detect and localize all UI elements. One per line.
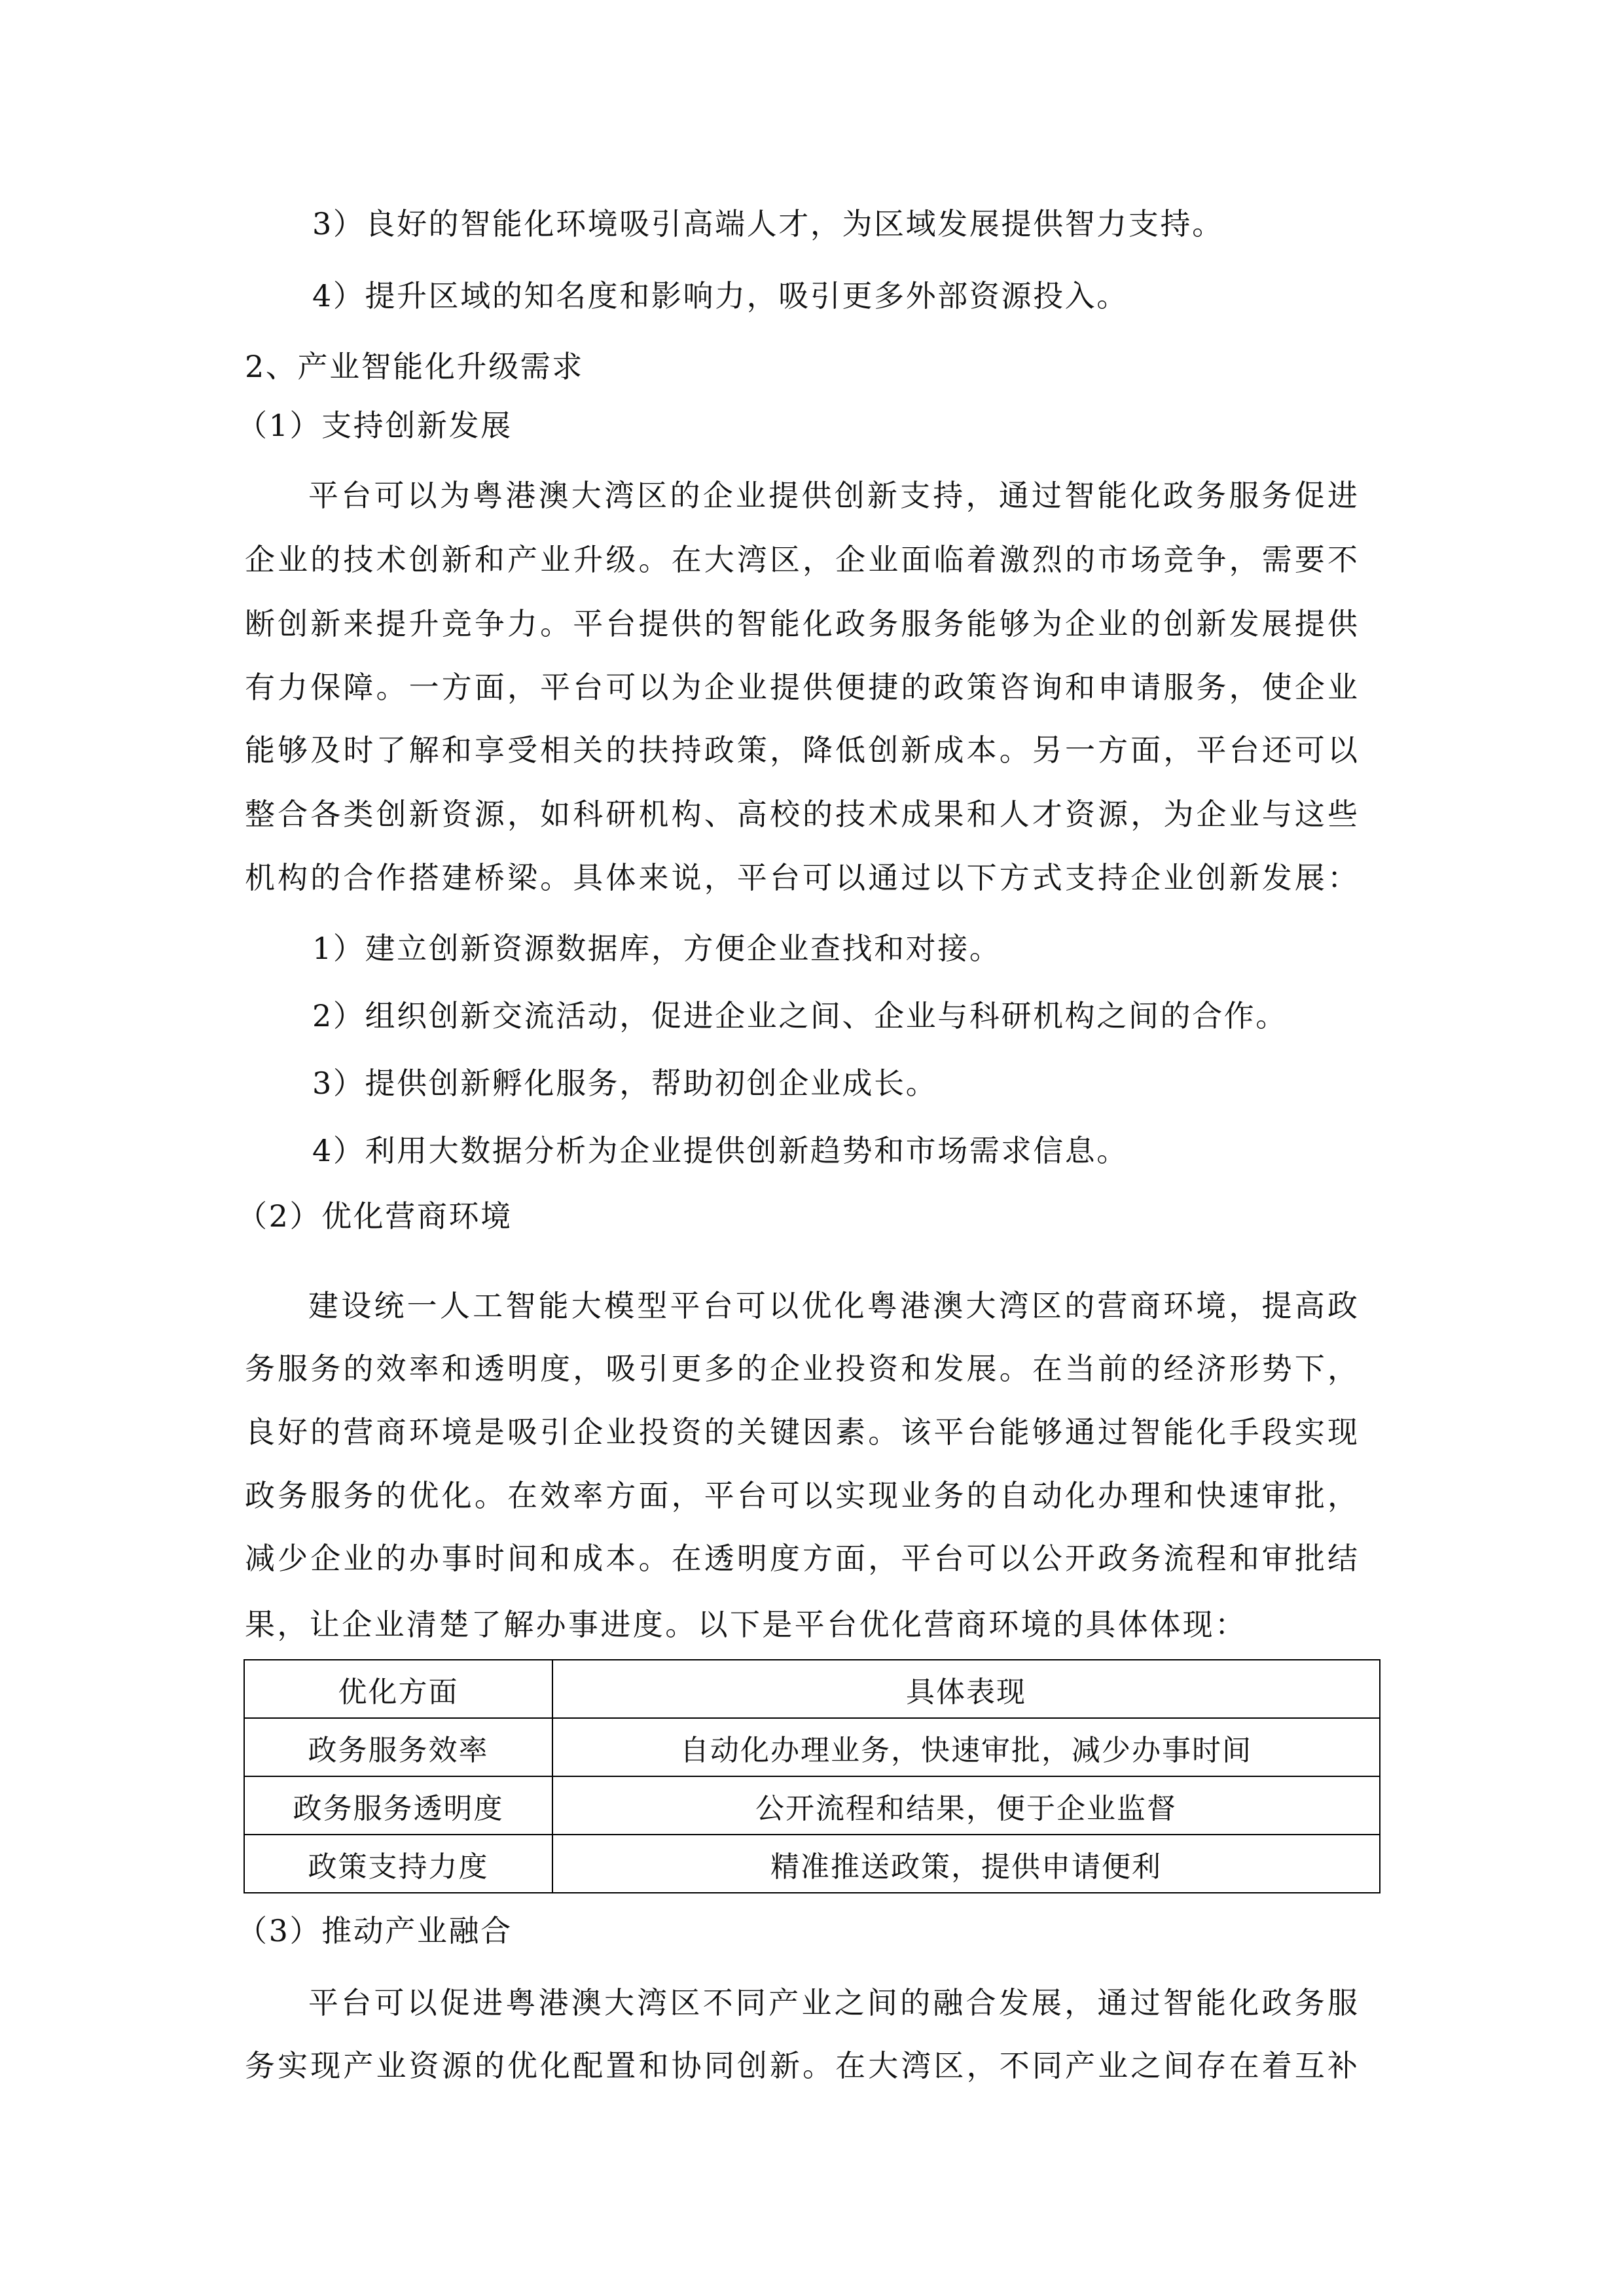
paragraph-line: 有力保障。一方面，平台可以为企业提供便捷的政策咨询和申请服务，使企业: [245, 670, 1358, 705]
paragraph-line: 能够及时了解和享受相关的扶持政策，降低创新成本。另一方面，平台还可以: [245, 732, 1358, 768]
list-item: 4）利用大数据分析为企业提供创新趋势和市场需求信息。: [312, 1133, 1128, 1168]
paragraph-line: 务服务的效率和透明度，吸引更多的企业投资和发展。在当前的经济形势下，: [245, 1351, 1358, 1386]
table-header-performance: 具体表现: [552, 1660, 1380, 1718]
paragraph-line: 良好的营商环境是吸引企业投资的关键因素。该平台能够通过智能化手段实现: [245, 1414, 1358, 1450]
paragraph-line: 平台可以促进粤港澳大湾区不同产业之间的融合发展，通过智能化政务服: [308, 1985, 1358, 2020]
table-cell-aspect: 政策支持力度: [244, 1835, 552, 1893]
paragraph-line: 企业的技术创新和产业升级。在大湾区，企业面临着激烈的市场竞争，需要不: [245, 542, 1358, 577]
section-heading: 2、产业智能化升级需求: [245, 349, 584, 384]
table-row: [244, 1835, 1380, 1893]
table-row: [244, 1776, 1380, 1835]
table-row: [244, 1718, 1380, 1776]
paragraph-line: 平台可以为粤港澳大湾区的企业提供创新支持，通过智能化政务服务促进: [308, 478, 1358, 513]
business-environment-table: [244, 1659, 1380, 1893]
list-item: 3）良好的智能化环境吸引高端人才，为区域发展提供智力支持。: [312, 206, 1224, 242]
table-cell-aspect: 政务服务效率: [244, 1718, 552, 1776]
paragraph-line: 果，让企业清楚了解办事进度。以下是平台优化营商环境的具体体现：: [245, 1607, 1248, 1642]
paragraph-line: 务实现产业资源的优化配置和协同创新。在大湾区，不同产业之间存在着互补: [245, 2048, 1358, 2083]
paragraph-line: 政务服务的优化。在效率方面，平台可以实现业务的自动化办理和快速审批，: [245, 1478, 1358, 1513]
subsection-heading-innovation: （1）支持创新发展: [237, 408, 513, 443]
list-item: 2）组织创新交流活动，促进企业之间、企业与科研机构之间的合作。: [312, 998, 1288, 1033]
list-item: 1）建立创新资源数据库，方便企业查找和对接。: [312, 931, 1001, 966]
table-cell-performance: 自动化办理业务，快速审批，减少办事时间: [552, 1718, 1380, 1776]
table-header-aspect: 优化方面: [244, 1660, 552, 1718]
list-item: 4）提升区域的知名度和影响力，吸引更多外部资源投入。: [312, 278, 1128, 314]
subsection-heading-industry-integration: （3）推动产业融合: [237, 1913, 513, 1948]
table-cell-performance: 公开流程和结果，便于企业监督: [552, 1776, 1380, 1835]
table-cell-aspect: 政务服务透明度: [244, 1776, 552, 1835]
list-item: 3）提供创新孵化服务，帮助初创企业成长。: [312, 1066, 938, 1101]
paragraph-line: 整合各类创新资源，如科研机构、高校的技术成果和人才资源，为企业与这些: [245, 797, 1358, 832]
paragraph-line: 减少企业的办事时间和成本。在透明度方面，平台可以公开政务流程和审批结: [245, 1541, 1358, 1576]
subsection-heading-business-environment: （2）优化营商环境: [237, 1198, 513, 1234]
table-header-row: [244, 1660, 1380, 1718]
table-cell-performance: 精准推送政策，提供申请便利: [552, 1835, 1380, 1893]
paragraph-line: 断创新来提升竞争力。平台提供的智能化政务服务能够为企业的创新发展提供: [245, 606, 1358, 641]
paragraph-line: 建设统一人工智能大模型平台可以优化粤港澳大湾区的营商环境，提高政: [308, 1288, 1358, 1323]
paragraph-line: 机构的合作搭建桥梁。具体来说，平台可以通过以下方式支持企业创新发展：: [245, 860, 1358, 895]
